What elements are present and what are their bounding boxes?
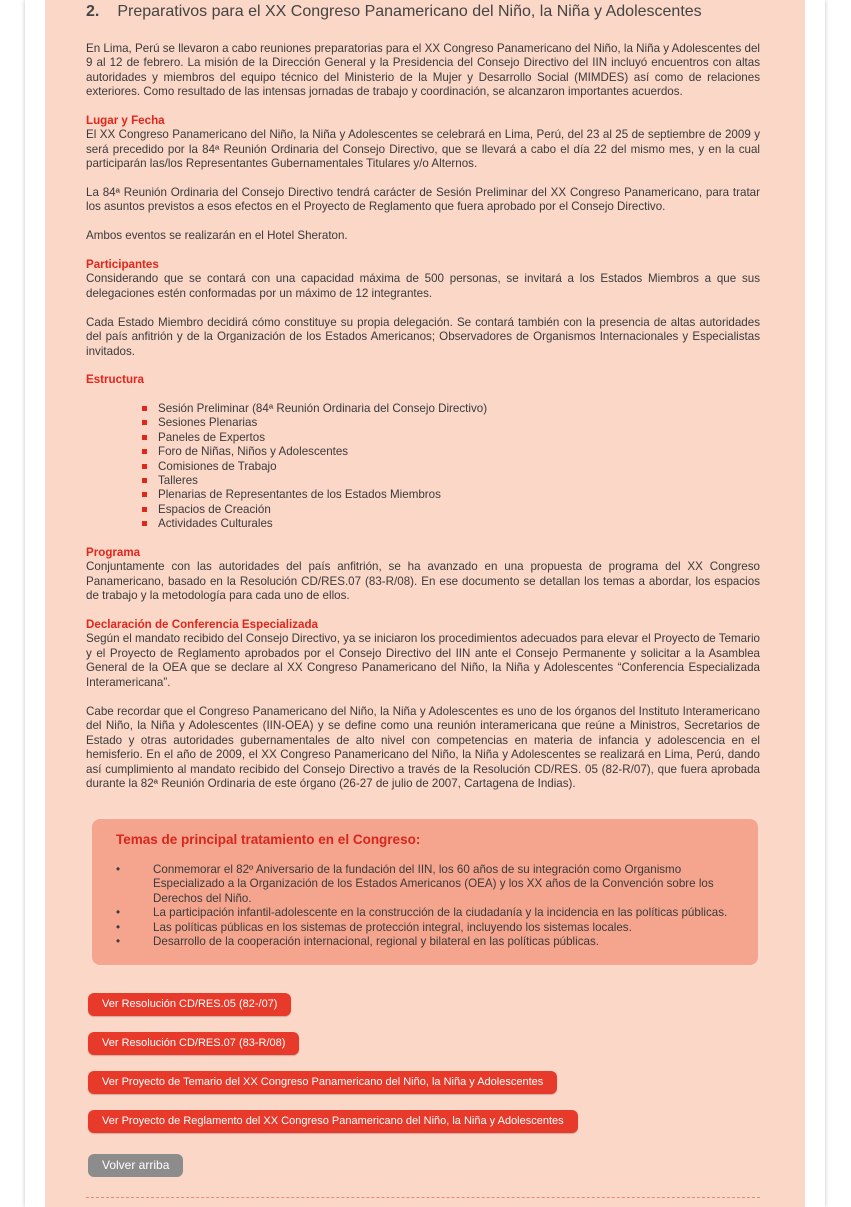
ver-resolucion-07-button[interactable]: Ver Resolución CD/RES.07 (83-R/08)	[88, 1032, 299, 1055]
list-item: Talleres	[86, 474, 760, 488]
ver-temario-button[interactable]: Ver Proyecto de Temario del XX Congreso Panamericano del Niño, la Niña y Adolescentes	[88, 1071, 557, 1094]
themes-box	[90, 817, 760, 967]
list-item: Sesiones Plenarias	[86, 416, 760, 430]
list-item: Comisiones de Trabajo	[86, 460, 760, 474]
list-item: • La participación infantil-adolescente en la construcción de la ciudadanía y la incidencia en las políticas públicas.	[116, 906, 728, 920]
participantes-heading: Participantes	[86, 258, 159, 271]
list-item: Sesión Preliminar (84ª Reunión Ordinaria del Consejo Directivo)	[86, 402, 760, 416]
themes-list	[116, 863, 750, 949]
participantes-paragraph-1: Considerando que se contará con una capacidad máxima de 500 personas, se invitará a los Estados Miembros a que sus delegaciones estén conformadas por un máximo de 12 integrantes.	[86, 272, 760, 300]
participantes-paragraph-2: Cada Estado Miembro decidirá cómo constituye su propia delegación. Se contará también con la presencia de altas autoridades del país anfitrión y de la Organización de los Estados Americanos; Observadores de Organismos Internacionales y Especialistas invitados.	[86, 316, 760, 358]
list-item: Paneles de Expertos	[86, 431, 760, 445]
estructura-list	[86, 402, 760, 532]
list-item: • Las políticas públicas en los sistemas de protección integral, incluyendo los sistemas locales.	[116, 920, 632, 934]
bullet-icon: •	[116, 863, 121, 876]
bullet-icon	[142, 435, 147, 440]
list-item: Foro de Niñas, Niños y Adolescentes	[86, 445, 760, 459]
bullet-icon	[142, 449, 147, 454]
section-number: 2.	[86, 3, 100, 20]
bullet-icon	[142, 521, 147, 526]
lugar-heading: Lugar y Fecha	[86, 114, 165, 127]
section-title-text: Preparativos para el XX Congreso Panamericano del Niño, la Niña y Adolescentes	[117, 3, 702, 20]
bullet-icon	[142, 420, 147, 425]
declaracion-paragraph-2: Cabe recordar que el Congreso Panamericano del Niño, la Niña y Adolescentes es uno de los órganos del Instituto Interamericano del Niño, la Niña y Adolescentes (IIN-OEA) y se define como una reunión interamericana que reúne a Ministros, Secretarios de Estado y otras autoridades gubernamentales de alto nivel con competencias en materia de infancia y adolescencia en el hemisferio. En el año de 2009, el XX Congreso Panamericano del Niño, la Niña y Adolescentes se realizará en Lima, Perú, dando así cumplimiento al mandato recibido del Consejo Directivo a través de la Resolución CD/RES. 05 (82-R/07), que fuera aprobada durante la 82ª Reunión Ordinaria de este órgano (26-27 de julio de 2007, Cartagena de Indias).	[86, 705, 760, 791]
divider	[86, 1197, 760, 1198]
ver-reglamento-button[interactable]: Ver Proyecto de Reglamento del XX Congreso Panamericano del Niño, la Niña y Adolescentes	[88, 1110, 578, 1133]
bullet-icon	[142, 492, 147, 497]
list-item: • Desarrollo de la cooperación internacional, regional y bilateral en las políticas públicas.	[116, 935, 599, 949]
lugar-paragraph-2: La 84ª Reunión Ordinaria del Consejo Directivo tendrá carácter de Sesión Preliminar del XX Congreso Panamericano, para tratar los asuntos previstos a esos efectos en el Proyecto de Reglamento que fuera aprobado por el Consejo Directivo.	[86, 186, 760, 214]
programa-paragraph: Conjuntamente con las autoridades del país anfitrión, se ha avanzado en una propuesta de programa del XX Congreso Panamericano, basado en la Resolución CD/RES.07 (83-R/08). En ese documento se detallan los temas a abordar, los espacios de trabajo y la metodología para cada uno de ellos.	[86, 560, 760, 603]
bullet-icon: •	[116, 906, 121, 920]
declaracion-heading: Declaración de Conferencia Especializada	[86, 618, 318, 631]
ver-resolucion-05-button[interactable]: Ver Resolución CD/RES.05 (82-/07)	[88, 993, 291, 1016]
section-title	[86, 5, 760, 25]
bullet-icon	[142, 478, 147, 483]
themes-title: Temas de principal tratamiento en el Congreso:	[116, 832, 421, 847]
lugar-paragraph-3: Ambos eventos se realizarán en el Hotel Sheraton.	[86, 229, 348, 242]
list-item: Plenarias de Representantes de los Estados Miembros	[86, 488, 760, 502]
bullet-icon	[142, 464, 147, 469]
intro-paragraph: En Lima, Perú se llevaron a cabo reuniones preparatorias para el XX Congreso Panamericano del Niño, la Niña y Adolescentes del 9 al 12 de febrero. La misión de la Dirección General y la Presidencia del Consejo Directivo del IIN incluyó encuentros con altas autoridades y miembros del equipo técnico del Ministerio de la Mujer y Desarrollo Social (MIMDES) así como de relaciones exteriores. Como resultado de las intensas jornadas de trabajo y coordinación, se alcanzaron importantes acuerdos.	[86, 42, 760, 99]
list-item: • Conmemorar el 82º Aniversario de la fundación del IIN, los 60 años de su integración como Organismo Especializado a la Organización de los Estados Americanos (OEA) y los XX años de la Convención sobre los Derechos del Niño.	[116, 863, 714, 905]
lugar-paragraph-1: El XX Congreso Panamericano del Niño, la Niña y Adolescentes se celebrará en Lima, Perú, del 23 al 25 de septiembre de 2009 y será precedido por la 84ª Reunión Ordinaria del Consejo Directivo, que se llevará a cabo el día 22 del mismo mes, y en la cual participarán las/los Representantes Gubernamentales Titulares y/o Alternos.	[86, 128, 760, 171]
volver-arriba-button[interactable]: Volver arriba	[88, 1154, 183, 1177]
estructura-heading: Estructura	[86, 373, 144, 386]
bullet-icon	[142, 507, 147, 512]
bullet-icon	[142, 406, 147, 411]
list-item: Actividades Culturales	[86, 517, 760, 531]
declaracion-paragraph-1: Según el mandato recibido del Consejo Directivo, ya se iniciaron los procedimientos adecuados para elevar el Proyecto de Temario y el Proyecto de Reglamento aprobados por el Consejo Directivo del IIN ante el Consejo Permanente y solicitar a la Asamblea General de la OEA que se declare al XX Congreso Panamericano del Niño, la Niña y Adolescentes “Conferencia Especializada Interamericana”.	[86, 632, 760, 689]
bullet-icon: •	[116, 935, 121, 949]
programa-heading: Programa	[86, 546, 141, 559]
list-item: Espacios de Creación	[86, 503, 760, 517]
bullet-icon: •	[116, 920, 121, 934]
